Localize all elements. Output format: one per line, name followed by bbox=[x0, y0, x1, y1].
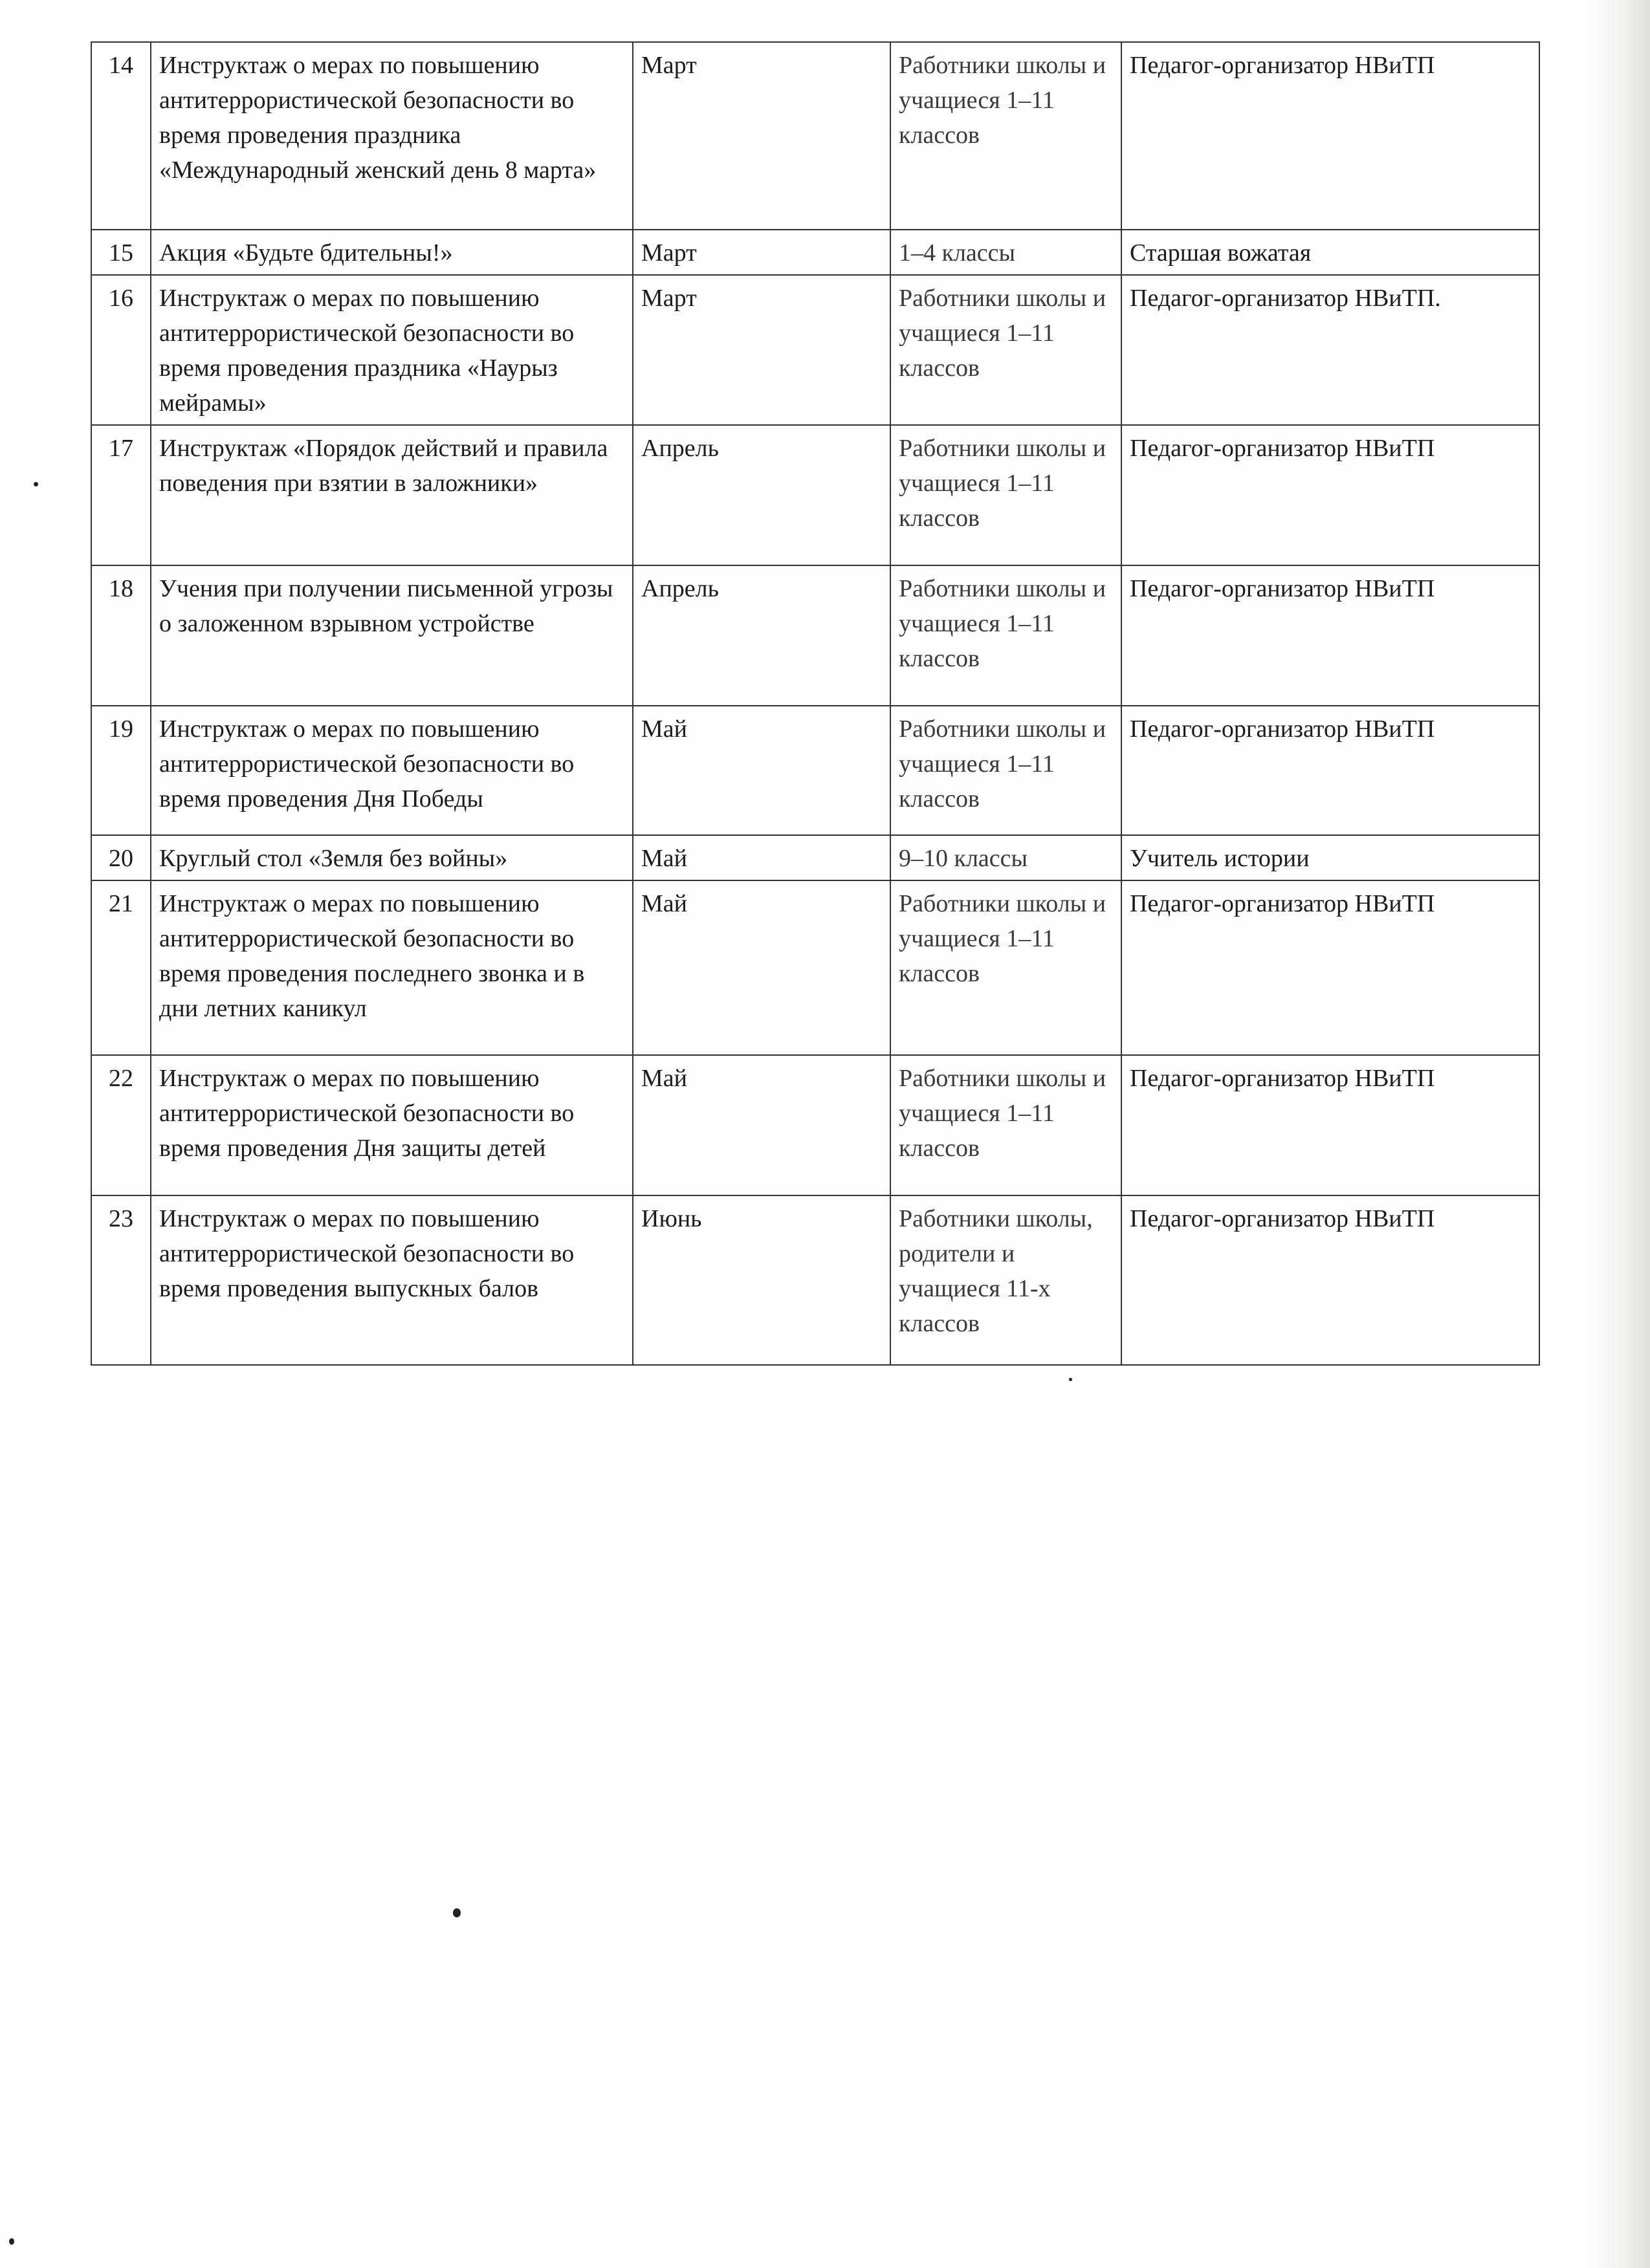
event-participants: Работники школы и учащиеся 1–11 классов bbox=[890, 275, 1121, 425]
table-row bbox=[91, 835, 1539, 880]
event-title: Инструктаж о мерах по повышению антитеррористической безопасности во время проведения праздника «Наурыз мейрамы» bbox=[151, 275, 633, 425]
event-participants: Работники школы и учащиеся 1–11 классов bbox=[890, 1055, 1121, 1195]
event-participants: Работники школы и учащиеся 1–11 классов bbox=[890, 42, 1121, 230]
event-date: Май bbox=[633, 835, 890, 880]
table-row bbox=[91, 42, 1539, 230]
event-date: Май bbox=[633, 880, 890, 1055]
event-title: Учения при получении письменной угрозы о заложенном взрывном устройстве bbox=[151, 565, 633, 706]
event-responsible: Педагог-организатор НВиТП bbox=[1121, 1195, 1539, 1365]
event-date: Март bbox=[633, 275, 890, 425]
table-row bbox=[91, 230, 1539, 275]
row-number: 16 bbox=[91, 275, 151, 425]
event-responsible: Старшая вожатая bbox=[1121, 230, 1539, 275]
event-participants: Работники школы и учащиеся 1–11 классов bbox=[890, 565, 1121, 706]
row-number: 17 bbox=[91, 425, 151, 565]
event-participants: Работники школы и учащиеся 1–11 классов bbox=[890, 425, 1121, 565]
scan-edge-shadow bbox=[1592, 0, 1650, 2268]
event-date: Май bbox=[633, 706, 890, 835]
event-participants: Работники школы и учащиеся 1–11 классов bbox=[890, 880, 1121, 1055]
scan-speck bbox=[1069, 1378, 1072, 1381]
event-participants: 9–10 классы bbox=[890, 835, 1121, 880]
event-participants: Работники школы и учащиеся 1–11 классов bbox=[890, 706, 1121, 835]
scan-speck bbox=[9, 2238, 14, 2245]
event-date: Апрель bbox=[633, 565, 890, 706]
event-date: Март bbox=[633, 230, 890, 275]
event-title: Инструктаж о мерах по повышению антитеррористической безопасности во время проведения последнего звонка и в дни летних каникул bbox=[151, 880, 633, 1055]
event-title: Инструктаж о мерах по повышению антитеррористической безопасности во время проведения Дня защиты детей bbox=[151, 1055, 633, 1195]
event-title: Инструктаж о мерах по повышению антитеррористической безопасности во время проведения праздника «Международный женский день 8 марта» bbox=[151, 42, 633, 230]
event-responsible: Педагог-организатор НВиТП bbox=[1121, 1055, 1539, 1195]
table-row bbox=[91, 880, 1539, 1055]
row-number: 18 bbox=[91, 565, 151, 706]
scan-speck bbox=[34, 482, 38, 486]
event-responsible: Педагог-организатор НВиТП bbox=[1121, 880, 1539, 1055]
event-title: Круглый стол «Земля без войны» bbox=[151, 835, 633, 880]
scan-speck bbox=[453, 1908, 461, 1917]
event-date: Апрель bbox=[633, 425, 890, 565]
table-row bbox=[91, 706, 1539, 835]
event-date: Март bbox=[633, 42, 890, 230]
table-row bbox=[91, 565, 1539, 706]
row-number: 23 bbox=[91, 1195, 151, 1365]
event-responsible: Педагог-организатор НВиТП bbox=[1121, 425, 1539, 565]
event-responsible: Педагог-организатор НВиТП bbox=[1121, 565, 1539, 706]
table-row bbox=[91, 1195, 1539, 1365]
event-participants: 1–4 классы bbox=[890, 230, 1121, 275]
event-title: Инструктаж о мерах по повышению антитеррористической безопасности во время проведения выпускных балов bbox=[151, 1195, 633, 1365]
row-number: 19 bbox=[91, 706, 151, 835]
row-number: 22 bbox=[91, 1055, 151, 1195]
table-row bbox=[91, 275, 1539, 425]
row-number: 14 bbox=[91, 42, 151, 230]
event-responsible: Учитель истории bbox=[1121, 835, 1539, 880]
event-title: Акция «Будьте бдительны!» bbox=[151, 230, 633, 275]
event-plan-table bbox=[91, 41, 1540, 1366]
table-row bbox=[91, 1055, 1539, 1195]
event-title: Инструктаж «Порядок действий и правила поведения при взятии в заложники» bbox=[151, 425, 633, 565]
row-number: 20 bbox=[91, 835, 151, 880]
table-row bbox=[91, 425, 1539, 565]
event-responsible: Педагог-организатор НВиТП bbox=[1121, 706, 1539, 835]
row-number: 21 bbox=[91, 880, 151, 1055]
event-participants: Работники школы, родители и учащиеся 11-х классов bbox=[890, 1195, 1121, 1365]
row-number: 15 bbox=[91, 230, 151, 275]
event-date: Июнь bbox=[633, 1195, 890, 1365]
event-title: Инструктаж о мерах по повышению антитеррористической безопасности во время проведения Дня Победы bbox=[151, 706, 633, 835]
event-responsible: Педагог-организатор НВиТП. bbox=[1121, 275, 1539, 425]
event-date: Май bbox=[633, 1055, 890, 1195]
event-responsible: Педагог-организатор НВиТП bbox=[1121, 42, 1539, 230]
